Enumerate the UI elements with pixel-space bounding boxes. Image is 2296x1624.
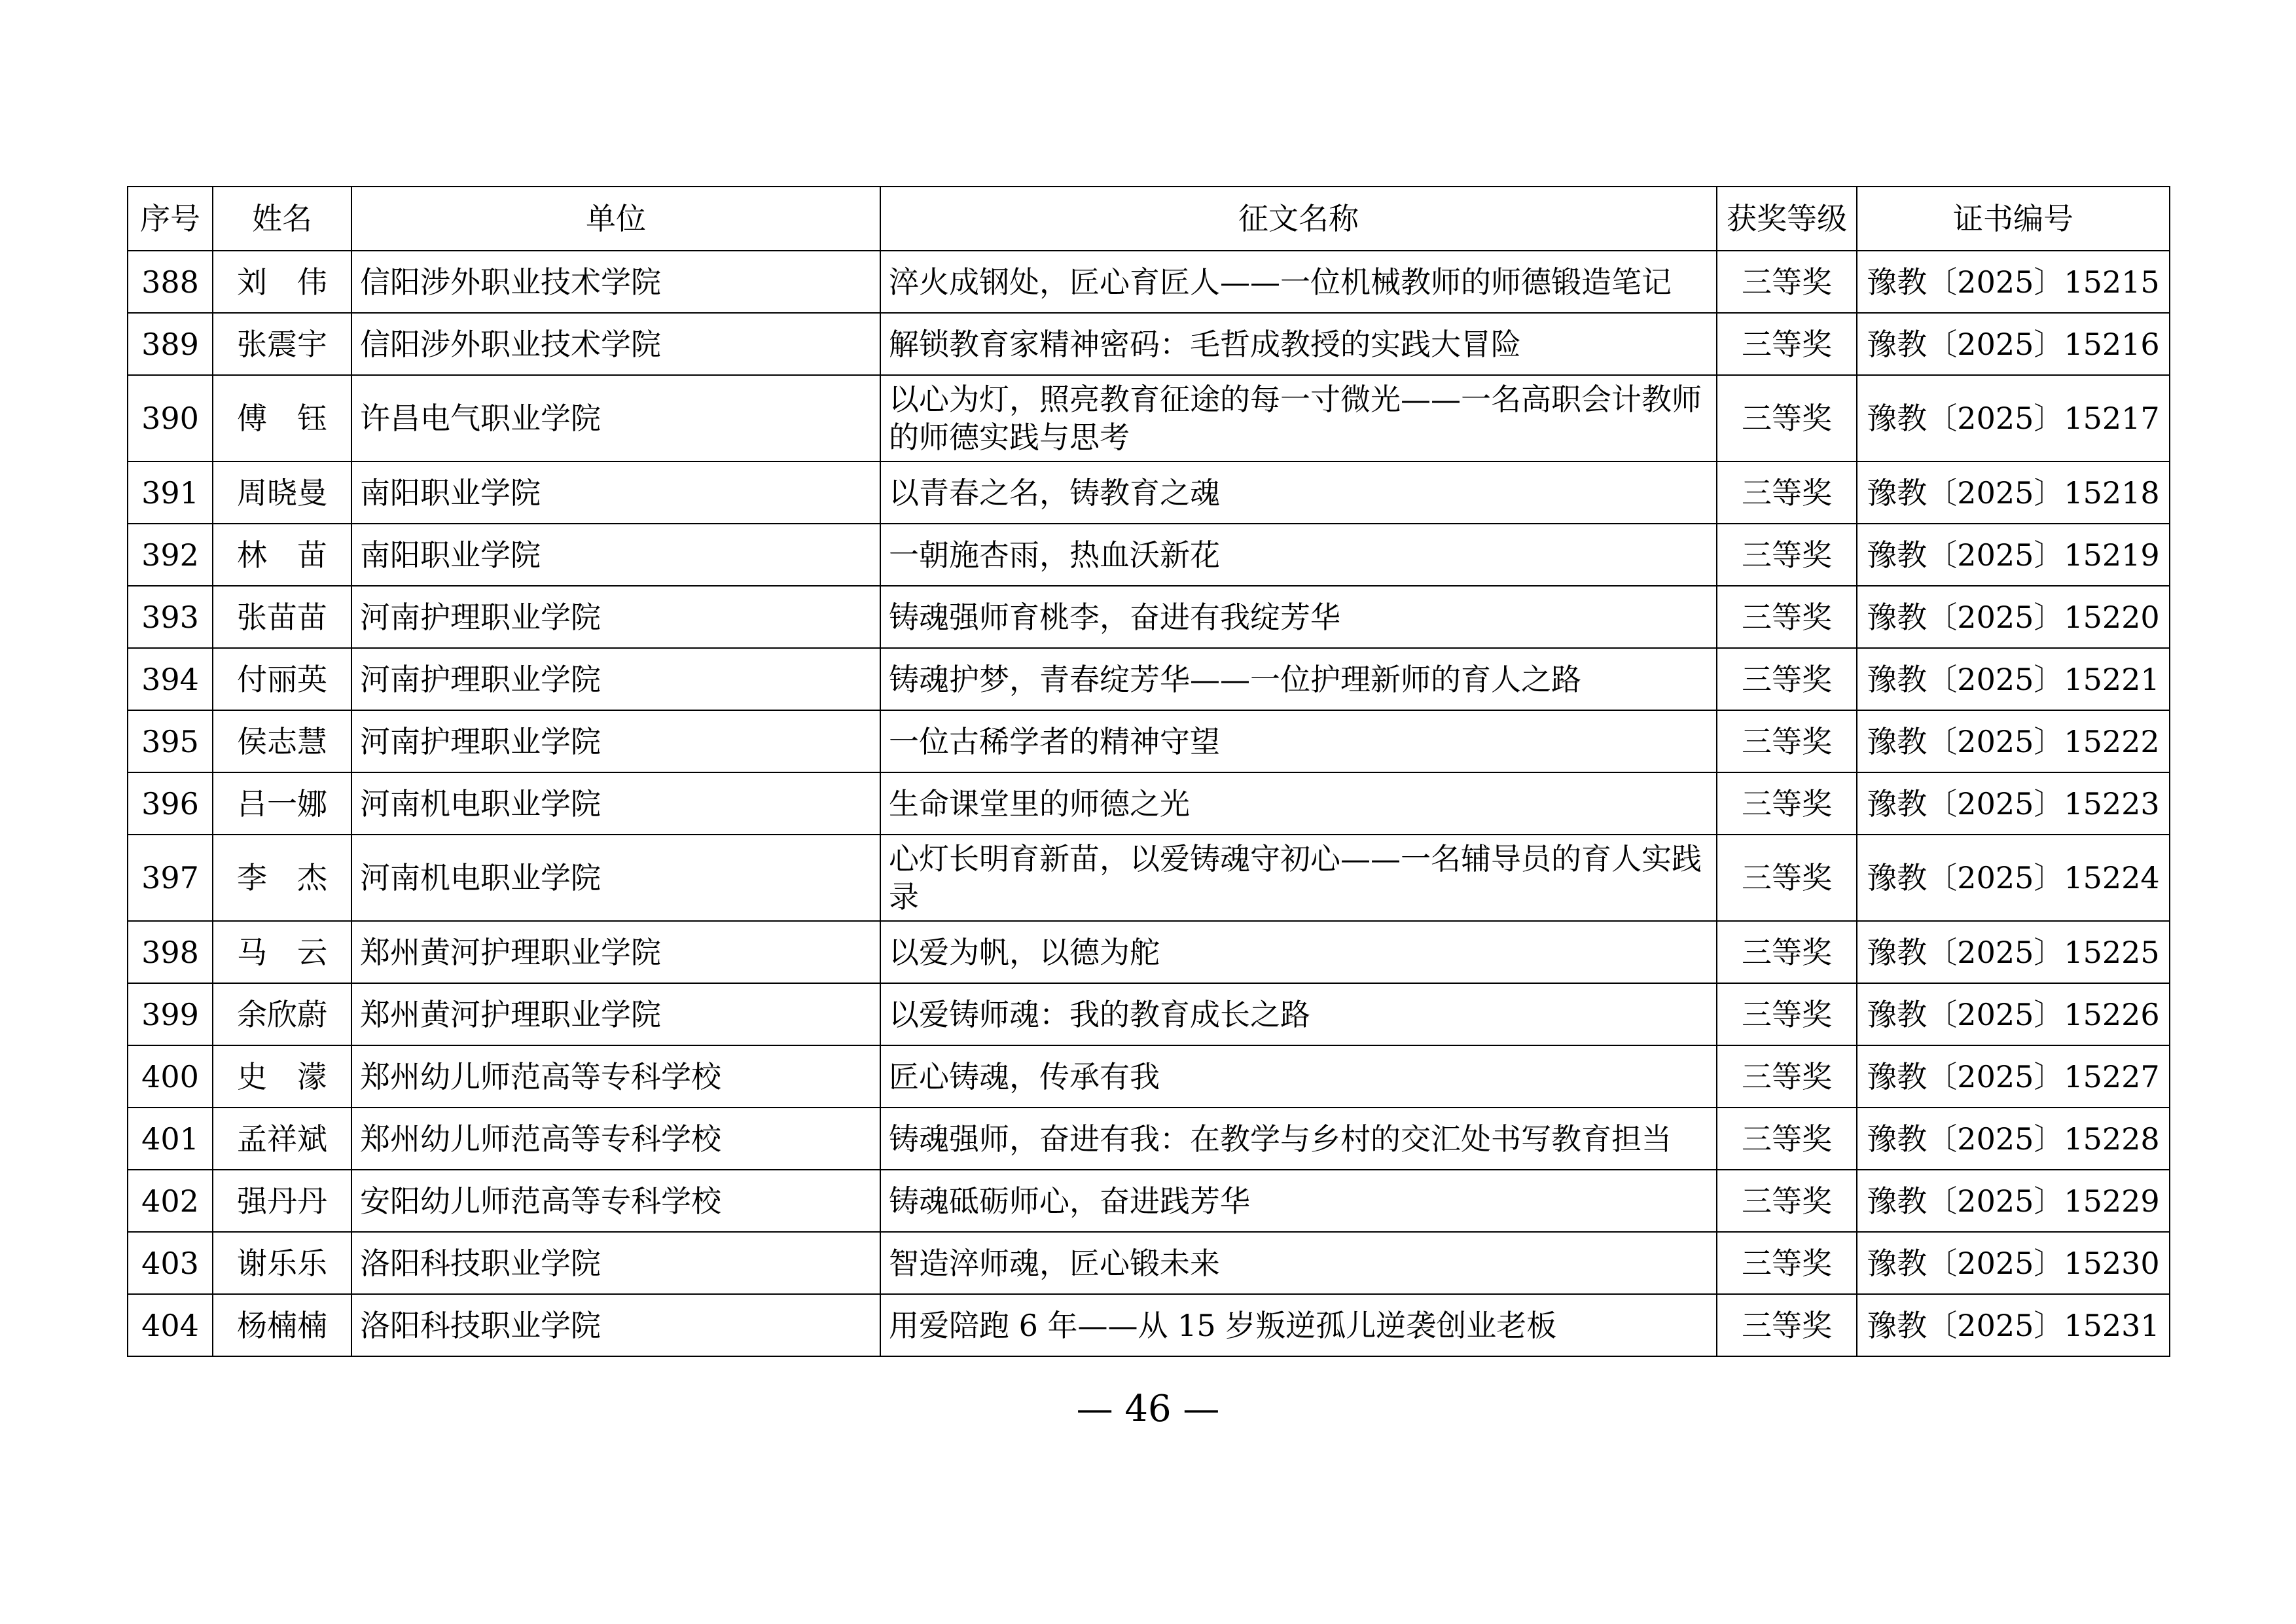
cell-name: 马 云 [213, 921, 351, 983]
cell-unit: 河南机电职业学院 [351, 835, 880, 921]
cell-name: 付丽英 [213, 648, 351, 710]
cell-cert: 豫教〔2025〕15227 [1857, 1045, 2170, 1108]
table-header-row [128, 187, 2170, 251]
cell-no: 399 [128, 983, 213, 1045]
cell-title: 铸魂护梦，青春绽芳华——一位护理新师的育人之路 [880, 648, 1717, 710]
cell-name: 杨楠楠 [213, 1294, 351, 1356]
cell-cert: 豫教〔2025〕15225 [1857, 921, 2170, 983]
cell-cert: 豫教〔2025〕15228 [1857, 1108, 2170, 1170]
header-cert: 证书编号 [1857, 187, 2170, 251]
cell-unit: 信阳涉外职业技术学院 [351, 313, 880, 375]
cell-level: 三等奖 [1717, 251, 1857, 313]
cell-unit: 郑州幼儿师范高等专科学校 [351, 1108, 880, 1170]
table-row [128, 313, 2170, 375]
cell-cert: 豫教〔2025〕15219 [1857, 524, 2170, 586]
cell-cert: 豫教〔2025〕15223 [1857, 772, 2170, 835]
cell-no: 403 [128, 1232, 213, 1294]
table-row [128, 251, 2170, 313]
cell-unit: 信阳涉外职业技术学院 [351, 251, 880, 313]
cell-no: 391 [128, 461, 213, 524]
cell-cert: 豫教〔2025〕15224 [1857, 835, 2170, 921]
cell-cert: 豫教〔2025〕15231 [1857, 1294, 2170, 1356]
cell-unit: 河南护理职业学院 [351, 710, 880, 772]
cell-name: 孟祥斌 [213, 1108, 351, 1170]
cell-title: 一位古稀学者的精神守望 [880, 710, 1717, 772]
table-row [128, 375, 2170, 461]
cell-unit: 河南机电职业学院 [351, 772, 880, 835]
cell-name: 林 苗 [213, 524, 351, 586]
cell-title: 心灯长明育新苗，以爱铸魂守初心——一名辅导员的育人实践录 [880, 835, 1717, 921]
table-row [128, 835, 2170, 921]
cell-level: 三等奖 [1717, 835, 1857, 921]
header-no: 序号 [128, 187, 213, 251]
table-row [128, 1232, 2170, 1294]
cell-level: 三等奖 [1717, 586, 1857, 648]
table-row [128, 586, 2170, 648]
cell-no: 400 [128, 1045, 213, 1108]
cell-cert: 豫教〔2025〕15218 [1857, 461, 2170, 524]
table-row [128, 772, 2170, 835]
cell-level: 三等奖 [1717, 1232, 1857, 1294]
cell-title: 淬火成钢处，匠心育匠人——一位机械教师的师德锻造笔记 [880, 251, 1717, 313]
cell-no: 402 [128, 1170, 213, 1232]
cell-cert: 豫教〔2025〕15229 [1857, 1170, 2170, 1232]
cell-no: 396 [128, 772, 213, 835]
cell-title: 以爱为帆，以德为舵 [880, 921, 1717, 983]
table-row [128, 648, 2170, 710]
cell-name: 余欣蔚 [213, 983, 351, 1045]
cell-no: 389 [128, 313, 213, 375]
cell-cert: 豫教〔2025〕15217 [1857, 375, 2170, 461]
table-row [128, 921, 2170, 983]
cell-title: 以青春之名，铸教育之魂 [880, 461, 1717, 524]
table-row [128, 461, 2170, 524]
cell-unit: 郑州幼儿师范高等专科学校 [351, 1045, 880, 1108]
cell-title: 铸魂砥砺师心，奋进践芳华 [880, 1170, 1717, 1232]
cell-name: 刘 伟 [213, 251, 351, 313]
cell-level: 三等奖 [1717, 375, 1857, 461]
cell-no: 404 [128, 1294, 213, 1356]
cell-cert: 豫教〔2025〕15215 [1857, 251, 2170, 313]
cell-unit: 许昌电气职业学院 [351, 375, 880, 461]
award-table [127, 186, 2170, 1357]
header-title: 征文名称 [880, 187, 1717, 251]
cell-title: 以心为灯，照亮教育征途的每一寸微光——一名高职会计教师的师德实践与思考 [880, 375, 1717, 461]
cell-cert: 豫教〔2025〕15226 [1857, 983, 2170, 1045]
cell-no: 388 [128, 251, 213, 313]
cell-title: 智造淬师魂，匠心锻未来 [880, 1232, 1717, 1294]
cell-level: 三等奖 [1717, 313, 1857, 375]
cell-unit: 洛阳科技职业学院 [351, 1294, 880, 1356]
cell-title: 生命课堂里的师德之光 [880, 772, 1717, 835]
cell-title: 用爱陪跑 6 年——从 15 岁叛逆孤儿逆袭创业老板 [880, 1294, 1717, 1356]
cell-level: 三等奖 [1717, 983, 1857, 1045]
cell-cert: 豫教〔2025〕15216 [1857, 313, 2170, 375]
table-row [128, 1108, 2170, 1170]
cell-title: 铸魂强师，奋进有我：在教学与乡村的交汇处书写教育担当 [880, 1108, 1717, 1170]
cell-no: 398 [128, 921, 213, 983]
table-row [128, 1045, 2170, 1108]
cell-title: 一朝施杏雨，热血沃新花 [880, 524, 1717, 586]
cell-level: 三等奖 [1717, 1294, 1857, 1356]
cell-name: 史 濛 [213, 1045, 351, 1108]
cell-name: 李 杰 [213, 835, 351, 921]
cell-cert: 豫教〔2025〕15230 [1857, 1232, 2170, 1294]
cell-name: 强丹丹 [213, 1170, 351, 1232]
cell-unit: 郑州黄河护理职业学院 [351, 921, 880, 983]
cell-name: 周晓曼 [213, 461, 351, 524]
cell-cert: 豫教〔2025〕15221 [1857, 648, 2170, 710]
page-number: — 46 — [1076, 1388, 1220, 1430]
table-row [128, 524, 2170, 586]
cell-cert: 豫教〔2025〕15220 [1857, 586, 2170, 648]
cell-no: 401 [128, 1108, 213, 1170]
cell-title: 解锁教育家精神密码：毛哲成教授的实践大冒险 [880, 313, 1717, 375]
cell-level: 三等奖 [1717, 772, 1857, 835]
cell-level: 三等奖 [1717, 710, 1857, 772]
table-row [128, 710, 2170, 772]
cell-title: 铸魂强师育桃李，奋进有我绽芳华 [880, 586, 1717, 648]
cell-level: 三等奖 [1717, 524, 1857, 586]
cell-cert: 豫教〔2025〕15222 [1857, 710, 2170, 772]
cell-level: 三等奖 [1717, 1108, 1857, 1170]
cell-no: 397 [128, 835, 213, 921]
cell-level: 三等奖 [1717, 921, 1857, 983]
table-row [128, 1294, 2170, 1356]
cell-title: 匠心铸魂，传承有我 [880, 1045, 1717, 1108]
header-unit: 单位 [351, 187, 880, 251]
header-name: 姓名 [213, 187, 351, 251]
cell-no: 394 [128, 648, 213, 710]
cell-name: 张苗苗 [213, 586, 351, 648]
table-row [128, 1170, 2170, 1232]
cell-title: 以爱铸师魂：我的教育成长之路 [880, 983, 1717, 1045]
table-row [128, 983, 2170, 1045]
cell-unit: 河南护理职业学院 [351, 648, 880, 710]
cell-name: 吕一娜 [213, 772, 351, 835]
cell-level: 三等奖 [1717, 648, 1857, 710]
cell-name: 侯志慧 [213, 710, 351, 772]
cell-unit: 郑州黄河护理职业学院 [351, 983, 880, 1045]
cell-level: 三等奖 [1717, 1170, 1857, 1232]
cell-unit: 南阳职业学院 [351, 461, 880, 524]
cell-unit: 洛阳科技职业学院 [351, 1232, 880, 1294]
cell-level: 三等奖 [1717, 461, 1857, 524]
cell-unit: 河南护理职业学院 [351, 586, 880, 648]
cell-no: 393 [128, 586, 213, 648]
cell-no: 395 [128, 710, 213, 772]
header-level: 获奖等级 [1717, 187, 1857, 251]
cell-unit: 南阳职业学院 [351, 524, 880, 586]
cell-name: 傅 钰 [213, 375, 351, 461]
cell-name: 张震宇 [213, 313, 351, 375]
cell-name: 谢乐乐 [213, 1232, 351, 1294]
cell-no: 392 [128, 524, 213, 586]
cell-level: 三等奖 [1717, 1045, 1857, 1108]
cell-no: 390 [128, 375, 213, 461]
cell-unit: 安阳幼儿师范高等专科学校 [351, 1170, 880, 1232]
